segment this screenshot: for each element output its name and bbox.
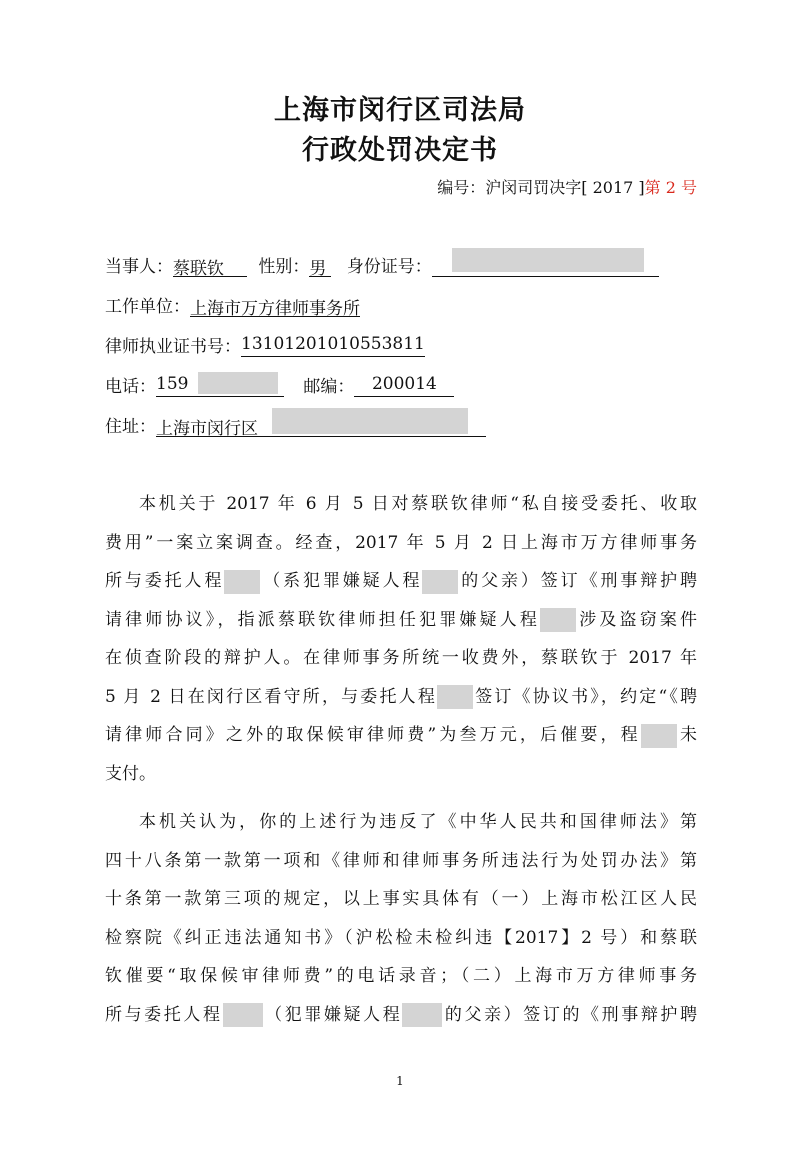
text-segment: 签订《协议书》，约定“《聘	[473, 686, 697, 707]
text-line	[105, 996, 697, 1035]
paragraph-findings	[105, 803, 697, 1034]
text-segment: （犯罪嫌疑人程	[262, 1004, 403, 1025]
party-phone: 159	[156, 374, 189, 394]
address-label: 住址：	[105, 417, 156, 437]
text-line: 费用”一案立案调查。经查，2017 年 5 月 2 日上海市万方律师事务	[105, 532, 697, 553]
license-line	[105, 332, 425, 357]
text-line	[105, 678, 697, 717]
phone-line	[105, 372, 454, 397]
address-line	[105, 412, 486, 437]
text-segment: （系犯罪嫌疑人程	[260, 571, 423, 591]
party-address-field	[156, 414, 486, 437]
text-segment: 未	[676, 725, 697, 745]
party-gender: 男	[309, 254, 331, 277]
text-line: 钦催要“取保候审律师费”的电话录音；（二）上海市万方律师事务	[105, 966, 697, 986]
redaction-block	[272, 408, 468, 434]
paragraph-facts	[105, 485, 697, 793]
text-line: 本机关于 2017 年 6 月 5 日对蔡联钦律师“私自接受委托、收取	[139, 494, 697, 514]
phone-label: 电话：	[105, 377, 156, 397]
document-subtitle: 行政处罚决定书	[302, 135, 498, 166]
name-label: 当事人：	[105, 257, 173, 277]
redaction-block	[422, 570, 458, 594]
license-label: 律师执业证书号：	[105, 337, 241, 357]
text-line	[105, 562, 697, 601]
party-name: 蔡联钦	[173, 254, 247, 277]
text-line: 十条第一款第三项的规定，以上事实具体有（一）上海市松江区人民	[105, 889, 697, 909]
redaction-block	[402, 1003, 442, 1027]
redaction-block	[223, 1003, 263, 1027]
text-segment: 所与委托人程	[105, 571, 225, 591]
text-segment: 涉及盗窃案件	[576, 609, 698, 630]
text-line: 支付。	[105, 763, 156, 784]
redaction-block	[452, 248, 644, 272]
employer-line	[105, 292, 360, 317]
redaction-block	[198, 372, 278, 394]
party-zip: 200014	[354, 374, 454, 397]
text-segment: 请律师协议》，指派蔡联钦律师担任犯罪嫌疑人程	[105, 609, 541, 630]
redaction-block	[641, 724, 677, 748]
id-label: 身份证号：	[346, 257, 432, 277]
gender-label: 性别：	[258, 257, 310, 277]
zip-label: 邮编：	[303, 377, 355, 397]
employer-label: 工作单位：	[105, 297, 190, 317]
page-number: 1	[396, 1074, 404, 1088]
text-segment: 请律师合同》之外的取保候审律师费”为叁万元，后催要，程	[105, 725, 641, 745]
text-segment: 所与委托人程	[105, 1004, 223, 1025]
text-segment: 的父亲）签订的《刑事辩护聘	[442, 1004, 698, 1025]
text-line: 检察院《纠正违法通知书》（沪松检未检纠违【2017】2 号）和蔡联	[105, 927, 697, 948]
text-segment: 5 月 2 日在闵行区看守所，与委托人程	[105, 686, 438, 707]
party-id-field	[432, 254, 659, 277]
redaction-block	[437, 685, 473, 709]
text-line: 本机关认为，你的上述行为违反了《中华人民共和国律师法》第	[139, 812, 697, 832]
party-address: 上海市闵行区	[156, 419, 258, 439]
party-license: 13101201010553811	[241, 334, 425, 357]
text-line: 四十八条第一款第一项和《律师和律师事务所违法行为处罚办法》第	[105, 850, 697, 871]
text-line: 在侦查阶段的辩护人。在律师事务所统一收费外，蔡联钦于 2017 年	[105, 648, 697, 668]
text-segment: 的父亲）签订《刑事辩护聘	[458, 571, 698, 591]
party-phone-field	[156, 374, 284, 397]
text-line	[105, 716, 697, 755]
text-line	[105, 601, 697, 640]
party-employer: 上海市万方律师事务所	[190, 294, 360, 317]
document-number	[437, 175, 697, 198]
document-number-prefix: 编号：沪闵司罚决字[ 2017 ]	[437, 178, 645, 197]
redaction-block	[540, 608, 576, 632]
document-title: 上海市闵行区司法局	[274, 95, 526, 126]
document-number-suffix: 第 2 号	[644, 178, 697, 197]
party-line	[105, 252, 659, 277]
redaction-block	[224, 570, 260, 594]
